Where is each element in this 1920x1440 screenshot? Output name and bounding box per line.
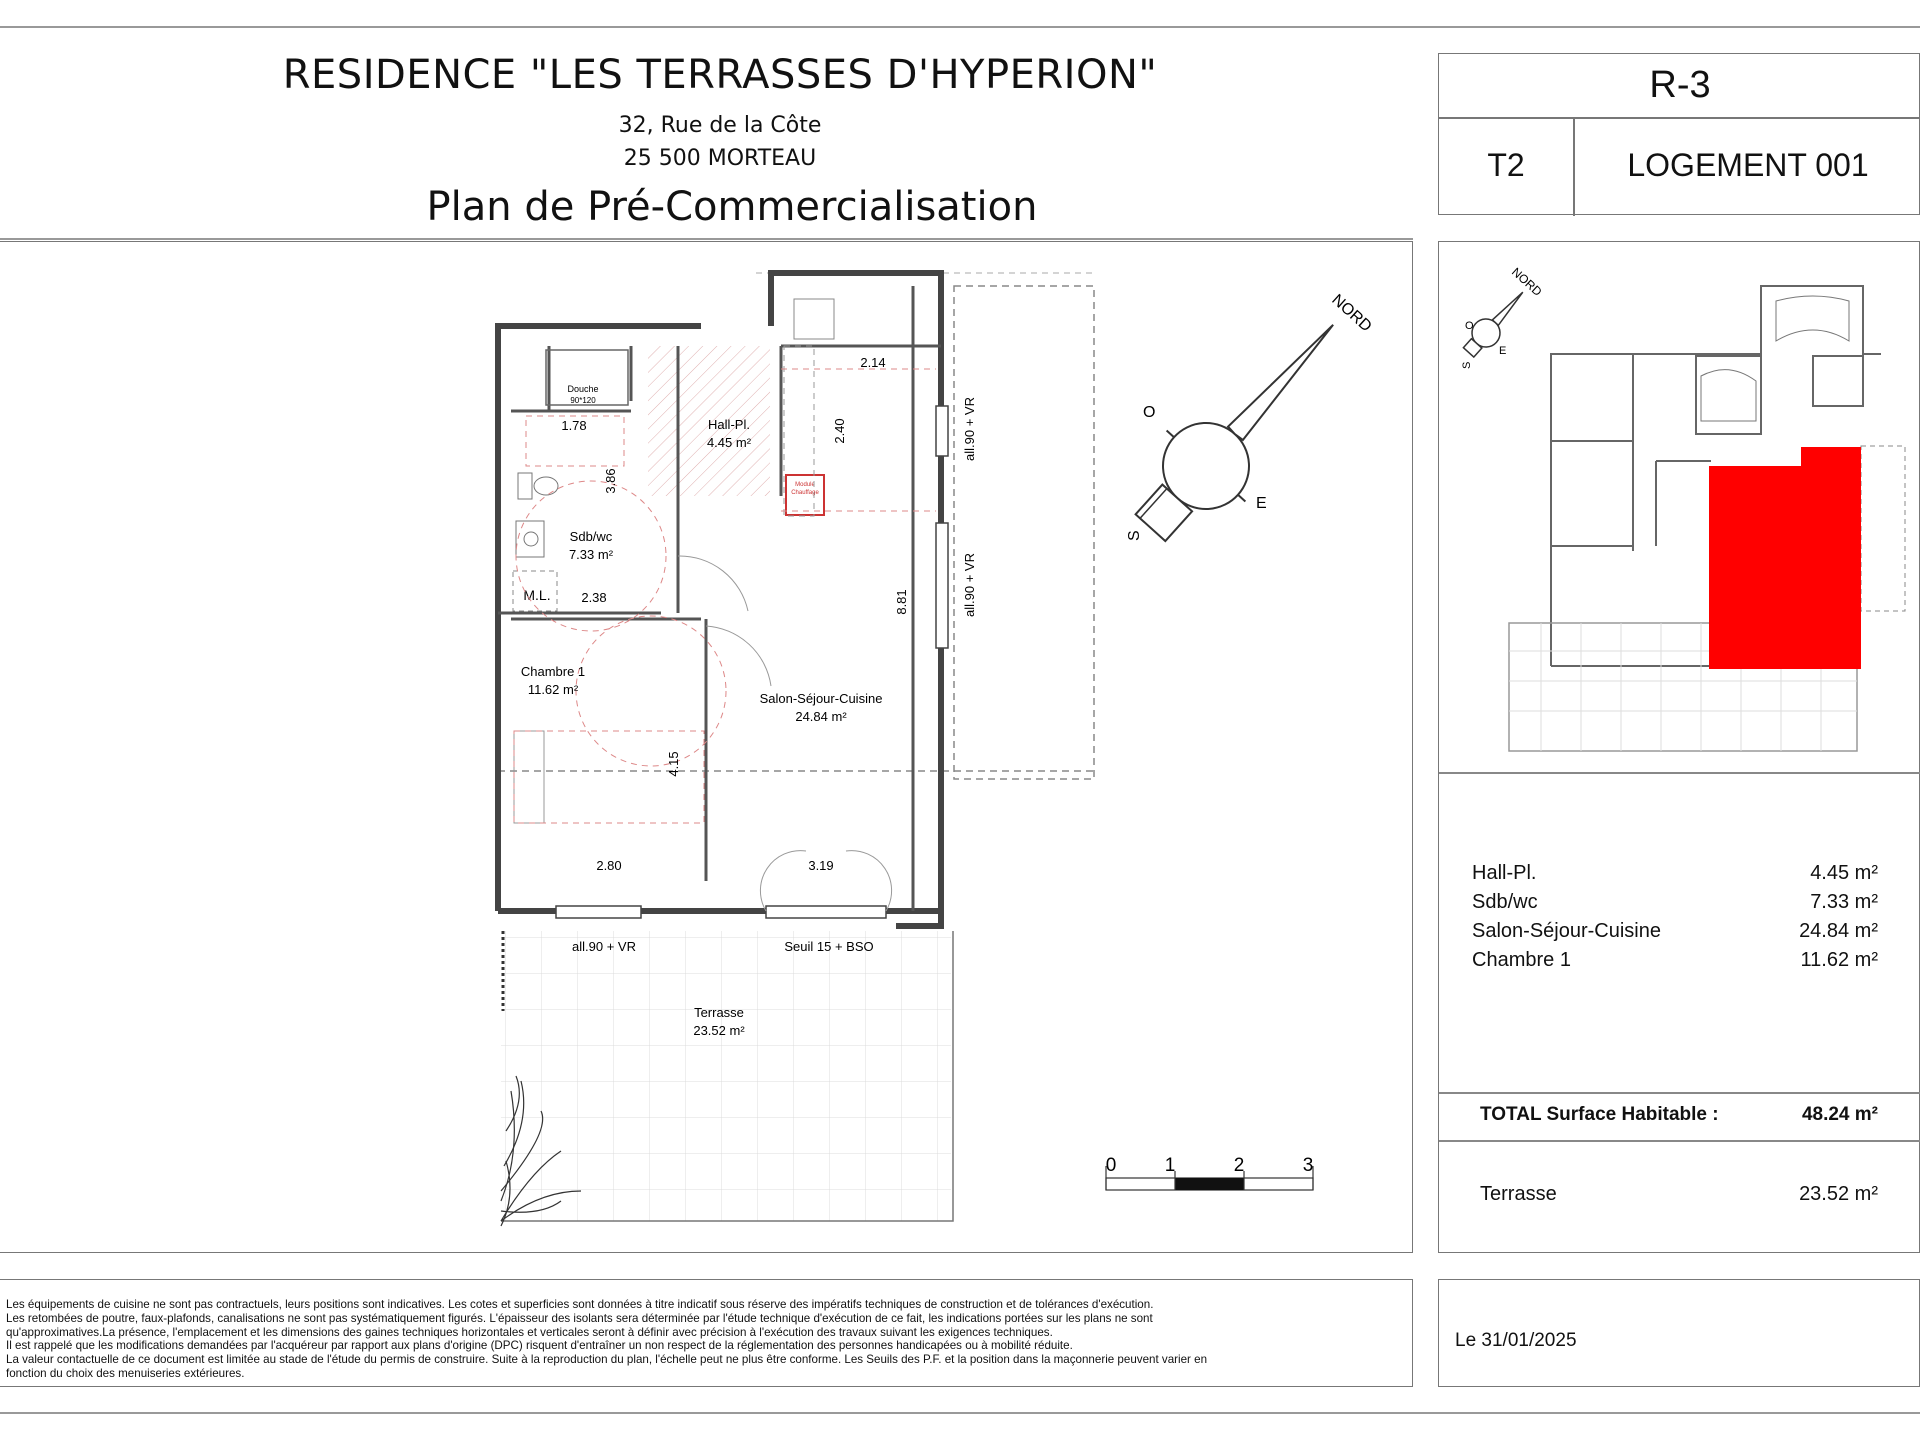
- lot-level: R-3: [1649, 64, 1711, 106]
- lot-box: [1438, 53, 1920, 215]
- plan-title-wrap: [0, 184, 1464, 230]
- disclaimer: [6, 1298, 1406, 1381]
- window-east-2: [936, 523, 948, 648]
- dim-3: 2.38: [581, 590, 607, 605]
- surface-value: 4.45 m²: [1810, 862, 1878, 884]
- surface-row-sdb: [1472, 891, 1878, 914]
- total-value: 48.24 m²: [1801, 1104, 1878, 1125]
- surface-row-chambre: [1472, 949, 1878, 972]
- surface-label: Chambre 1: [1472, 949, 1571, 971]
- door-swing-terrace-1: [760, 851, 806, 911]
- window-east-1: [936, 406, 948, 456]
- disclaimer-line: La valeur contactuelle de ce document est limitée au stade de l'étude du permis de construire. Suite à la reproduction du plan, l'échelle peut ne plus être conforme. Les Seuils des P.F. et la position dans la maçonnerie peuvent varier en: [6, 1353, 1208, 1367]
- dim-9: 3.19: [808, 858, 834, 873]
- keyplan-east-dashed: [1861, 446, 1905, 611]
- hall-area: 4.45 m²: [706, 435, 752, 450]
- terrace-area: 23.52 m²: [693, 1023, 745, 1038]
- date-label: Le 31/01/2025: [1455, 1330, 1577, 1351]
- dim-7: 4.15: [666, 751, 681, 777]
- washbasin: [516, 521, 544, 557]
- keyplan-stair-1: [1776, 296, 1849, 341]
- plan-title: Plan de Pré-Commercialisation: [426, 184, 1038, 230]
- shower-label: Douche: [567, 384, 599, 394]
- scale-1: 1: [1164, 1155, 1176, 1176]
- opening-label-2: all.90 + VR: [962, 553, 977, 617]
- wc-seat: [534, 477, 558, 495]
- dim-4: 2.14: [860, 355, 886, 370]
- opening-label-3: all.90 + VR: [572, 939, 636, 954]
- keyplan-highlight: [1709, 447, 1861, 669]
- door-swing-terrace-2: [846, 851, 892, 911]
- address-line-2: 25 500 MORTEAU: [623, 146, 817, 171]
- sejour-area: 24.84 m²: [795, 709, 847, 724]
- surface-label: Salon-Séjour-Cuisine: [1472, 920, 1661, 942]
- plan-box: [0, 241, 1413, 1253]
- upper-terrace-outline: [954, 286, 1094, 779]
- sejour-label: Salon-Séjour-Cuisine: [759, 691, 883, 706]
- terrasse-row: [1480, 1183, 1878, 1206]
- date-box: [1438, 1279, 1920, 1387]
- surface-value: 24.84 m²: [1799, 920, 1878, 942]
- total-label: TOTAL Surface Habitable :: [1480, 1104, 1719, 1125]
- ml-label: M.L.: [523, 587, 551, 603]
- keyplan-stair-2: [1701, 370, 1756, 421]
- wc-bowl: [518, 473, 532, 499]
- heating-module-sub: Chauffage: [791, 490, 819, 496]
- disclaimer-line: fonction du choix des menuiseries extérieures.: [6, 1366, 245, 1380]
- surface-label: Hall-Pl.: [1472, 862, 1537, 884]
- surface-row-sejour: [1472, 920, 1878, 943]
- keyplan-compass-west: O: [1465, 320, 1474, 332]
- disclaimer-line: Les retombées de poutre, faux-plafonds, canalisations ne sont pas systématiquement figurés. L'épaisseur des isolants sera déterminée par l'étude technique d'exécution de ce fait, les indications portées sur les plans ne sont: [6, 1311, 1153, 1325]
- disclaimer-line: Les équipements de cuisine ne sont pas contractuels, leurs positions sont indicatives. Les cotes et superficies sont données à titre indicatif sous réserve des impératifs techniques de construction et de tolérances d'exécution.: [6, 1298, 1154, 1311]
- scale-3: 3: [1302, 1155, 1314, 1176]
- compass-south: S: [1126, 530, 1143, 541]
- address-block: [0, 113, 1440, 171]
- kitchen-column: [794, 299, 834, 339]
- compass-north: NORD: [1328, 291, 1375, 336]
- dim-6: 8.81: [894, 589, 909, 615]
- terrace-label: Terrasse: [694, 1005, 744, 1020]
- opening-label-1: all.90 + VR: [962, 397, 977, 461]
- scale-2: 2: [1233, 1155, 1245, 1176]
- sdb-area: 7.33 m²: [568, 547, 614, 562]
- side-divider-1: [1439, 772, 1920, 774]
- chambre-label: Chambre 1: [520, 664, 586, 679]
- surface-label: Sdb/wc: [1472, 891, 1538, 913]
- scale-bar: [1106, 1166, 1313, 1190]
- door-swing-sdb: [678, 556, 748, 611]
- bottom-rule: [0, 1412, 1920, 1414]
- scale-0: 0: [1105, 1155, 1117, 1176]
- header: [0, 52, 1440, 98]
- key-plan: [1439, 242, 1920, 772]
- side-divider-3: [1439, 1140, 1920, 1142]
- disclaimer-line: Il est rappelé que les modifications demandées par l'acquéreur par rapport aux plans d'origine (DPC) risquent d'entraîner un non respect de la réglementation des personnes handicapées ou à mobilité réduite.: [6, 1339, 1073, 1353]
- disclaimer-line: qu'approximatives.La présence, l'emplacement et les dimensions des gaines techniques horizontales et verticales seront à définir avec précision à l'exécution des travaux suivant les exigences techniques.: [6, 1325, 1053, 1339]
- hall-label: Hall-Pl.: [708, 417, 750, 432]
- top-rule: [0, 26, 1920, 28]
- window-south-1: [556, 906, 641, 918]
- surface-value: 11.62 m²: [1800, 949, 1878, 971]
- terrasse-value: 23.52 m²: [1799, 1183, 1878, 1205]
- chambre-area: 11.62 m²: [527, 682, 579, 697]
- washbasin-drain: [524, 532, 538, 546]
- shower-size: 90*120: [570, 396, 596, 405]
- compass-icon: [1111, 289, 1375, 563]
- header-rule: [0, 238, 1413, 240]
- terrace-tiles: [501, 931, 951, 1221]
- keyplan-compass-east: E: [1499, 345, 1507, 357]
- compass-east: E: [1256, 495, 1267, 512]
- heating-module-label: Module: [795, 482, 815, 488]
- keyplan-compass-south: S: [1461, 361, 1473, 369]
- lot-type: T2: [1487, 147, 1525, 183]
- terrasse-label: Terrasse: [1480, 1183, 1557, 1205]
- floor-plan: [0, 242, 1414, 1254]
- dim-1: 1.78: [561, 418, 587, 433]
- dim-8: 2.80: [596, 858, 622, 873]
- opening-label-4: Seuil 15 + BSO: [784, 939, 874, 954]
- compass-west: O: [1143, 404, 1156, 421]
- address-line-1: 32, Rue de la Côte: [618, 113, 822, 138]
- dim-5: 2.40: [832, 418, 847, 444]
- dim-2: 3.86: [603, 468, 618, 494]
- sdb-label: Sdb/wc: [569, 529, 613, 544]
- total-row: [1480, 1104, 1878, 1126]
- bed: [514, 731, 544, 823]
- window-south-2: [766, 906, 886, 918]
- surface-row-hall: [1472, 862, 1878, 885]
- door-swing-chambre: [706, 626, 771, 686]
- lot-logement: LOGEMENT 001: [1627, 147, 1869, 183]
- side-box: [1438, 241, 1920, 1253]
- surface-value: 7.33 m²: [1810, 891, 1878, 913]
- keyplan-compass-north: NORD: [1508, 264, 1545, 299]
- side-divider-2: [1439, 1092, 1920, 1094]
- residence-title: RESIDENCE "LES TERRASSES D'HYPERION": [282, 52, 1158, 98]
